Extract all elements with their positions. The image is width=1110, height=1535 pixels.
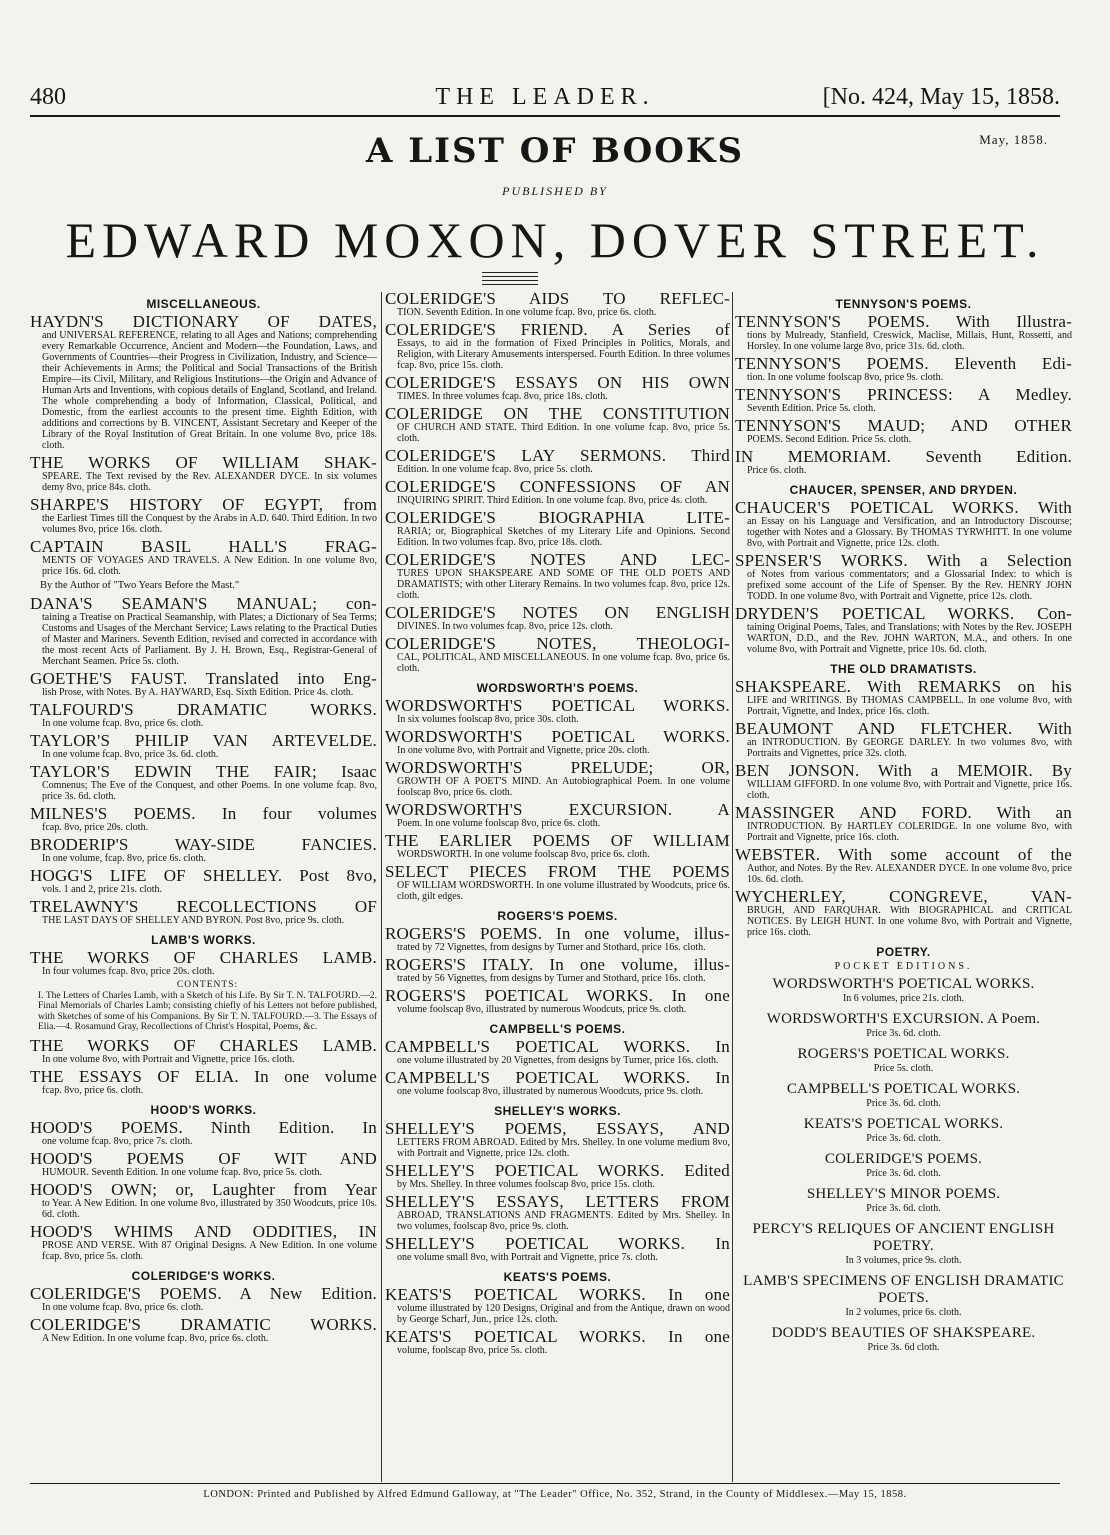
book-entry [385,551,730,601]
column-divider [381,292,382,1482]
book-title: KEATS'S POETICAL WORKS. In one [385,1285,730,1304]
book-entry [385,925,730,953]
book-title: COLERIDGE'S LAY SERMONS. Third [385,446,730,465]
book-description: INQUIRING SPIRIT. Third Edition. In one volume fcap. 8vo, price 4s. cloth. [397,495,708,506]
book-entry [30,595,377,667]
book-entry [385,321,730,371]
book-entry [735,762,1072,801]
book-title: HOOD'S WHIMS AND ODDITIES, IN [30,1221,377,1241]
book-description: Price 3s. 6d. cloth. [866,1168,941,1179]
book-entry [735,804,1072,843]
book-title: WORDSWORTH'S POETICAL WORKS. [385,696,730,715]
book-entry [385,509,730,548]
book-description: an Essay on his Language and Versification, and an Introductory Discourse; together with Notes and a Glossary. By THOMAS TYRWHITT. In one volume 8vo, with Portrait and Vignette, price 12s. cloth. [747,516,1072,549]
book-title: COLERIDGE ON THE CONSTITUTION [385,404,730,423]
book-description: In one volume fcap. 8vo, price 3s. 6d. cloth. [42,749,219,760]
book-description: BRUGH, AND FARQUHAR. With BIOGRAPHICAL and CRITICAL NOTICES. By LEIGH HUNT. In one volume 8vo, with Portrait and Vignette, price 16s. cloth. [747,905,1072,938]
book-entry [735,678,1072,717]
book-entry [385,1286,730,1325]
book-description: GROWTH OF A POET'S MIND. An Autobiographical Poem. In one volume foolscap 8vo, price 6s. cloth. [397,776,730,798]
book-title: WORDSWORTH'S POETICAL WORKS. [385,727,730,746]
book-title: CAMPBELL'S POETICAL WORKS. [786,1081,1021,1097]
book-title: MILNES'S POEMS. In four volumes [30,804,377,823]
book-title: COLERIDGE'S BIOGRAPHIA LITE- [385,508,730,527]
book-description: by Mrs. Shelley. In three volumes foolscap 8vo, price 15s. cloth. [397,1179,655,1190]
section-heading: LAMB'S WORKS. [151,933,256,947]
section-heading: WORDSWORTH'S POEMS. [476,681,639,695]
book-description: vols. 1 and 2, price 21s. cloth. [42,884,162,895]
book-title: CHAUCER'S POETICAL WORKS. With [735,498,1072,517]
book-entry [30,496,377,535]
book-entry [30,1068,377,1096]
book-title: SPENSER'S WORKS. With a Selection [735,551,1072,570]
book-description: WILLIAM GIFFORD. In one volume 8vo, with Portrait and Vignette, price 16s. cloth. [747,779,1072,801]
book-entry [735,448,1072,476]
section-heading: CHAUCER, SPENSER, AND DRYDEN. [789,483,1018,497]
book-entry [385,1162,730,1190]
book-description: of Notes from various commentators; and a Glossarial Index: to which is prefixed some account of the Life of Spenser. By the Rev. HENRY JOHN TODD. In one volume 8vo, with Portrait and Vignette, price 12s. cloth. [747,569,1072,602]
book-description: In one volume fcap. 8vo, price 6s. cloth. [42,718,204,729]
book-description: In 6 volumes, price 21s. cloth. [842,993,965,1004]
book-entry [735,1116,1072,1144]
book-title: COLERIDGE'S POEMS. A New Edition. [30,1283,377,1303]
section-heading: CAMPBELL'S POEMS. [489,1022,626,1036]
book-description: Price 3s. 6d. cloth. [866,1133,941,1144]
book-entry [735,720,1072,759]
book-title: DRYDEN'S POETICAL WORKS. Con- [735,604,1072,623]
book-title: TENNYSON'S MAUD; AND OTHER [735,416,1072,435]
book-description: volume, foolscap 8vo, price 5s. cloth. [397,1345,548,1356]
list-date: May, 1858. [979,132,1048,147]
book-entry [385,801,730,829]
section-heading: COLERIDGE'S WORKS. [131,1268,276,1283]
book-description: to Year. A New Edition. In one volume 8vo, illustrated by 350 Woodcuts, price 10s. 6d. cloth. [42,1197,377,1220]
book-description: In one volume fcap. 8vo, price 6s. cloth. [42,1301,204,1313]
book-description: SPEARE. The Text revised by the Rev. ALEXANDER DYCE. In six volumes demy 8vo, price 84s. cloth. [42,471,377,493]
book-title: WORDSWORTH'S EXCURSION. A Poem. [766,1011,1041,1027]
book-title: LAMB'S SPECIMENS OF ENGLISH DRAMATIC POETS. [743,1273,1064,1306]
book-title: TAYLOR'S PHILIP VAN ARTEVELDE. [30,731,377,750]
book-entry [30,1150,377,1178]
book-title: ROGERS'S POETICAL WORKS. In one [385,986,730,1005]
book-description: OF WILLIAM WORDSWORTH. In one volume illustrated by Woodcuts, price 6s. cloth, gilt edges. [397,880,730,902]
column-middle [385,290,730,1480]
book-entry [30,805,377,833]
book-title: WYCHERLEY, CONGREVE, VAN- [735,887,1072,906]
book-description: CAL, POLITICAL, AND MISCELLANEOUS. In one volume fcap. 8vo, price 6s. cloth. [397,652,730,674]
book-entry [735,499,1072,549]
book-description: In four volumes fcap. 8vo, price 20s. cloth. [42,966,215,977]
book-description: RARIA; or, Biographical Sketches of my Literary Life and Opinions. Second Edition. In two volumes fcap. 8vo, price 18s. cloth. [397,526,730,548]
book-description: PROSE AND VERSE. With 87 Original Designs. A New Edition. In one volume fcap. 8vo, price 5s. cloth. [42,1239,377,1262]
book-entry [385,832,730,860]
book-title: TENNYSON'S POEMS. With Illustra- [735,312,1072,331]
book-title: BRODERIP'S WAY-SIDE FANCIES. [30,835,377,854]
header-rule [30,115,1060,117]
book-description: INTRODUCTION. By HARTLEY COLERIDGE. In one volume 8vo, with Portrait and Vignette, price 16s. cloth. [747,821,1072,843]
book-title: SHARPE'S HISTORY OF EGYPT, from [30,495,377,514]
book-title: GOETHE'S FAUST. Translated into Eng- [30,669,377,688]
book-description: taining Original Poems, Tales, and Translations; with Notes by the Rev. JOSEPH WARTON, D.D., and the Rev. JOHN WARTON, M.A., and others. In one volume 8vo, with Portrait and Vignette, price 10s. 6d. cloth. [747,622,1072,655]
book-title: SHELLEY'S POEMS, ESSAYS, AND [385,1119,730,1138]
book-title: WEBSTER. With some account of the [735,845,1072,864]
book-title: ROGERS'S ITALY. In one volume, illus- [385,955,730,974]
book-entry [735,417,1072,445]
book-description: WORDSWORTH. In one volume foolscap 8vo, price 6s. cloth. [397,849,650,860]
book-title: MASSINGER AND FORD. With an [735,803,1072,822]
book-description: In 3 volumes, price 9s. cloth. [845,1255,962,1266]
book-title: WORDSWORTH'S PRELUDE; OR, [385,758,730,777]
contents-text: I. The Letters of Charles Lamb, with a Sketch of his Life. By Sir T. N. TALFOURD.—2. Final Memorials of Charles Lamb; consisting chiefly of his Letters not before published, with Sketches of some of his Companions. By Sir T. N. TALFOURD.—3. The Essays of Elia.—4. Rosamund Gray, Recollections of Christ's Hospital, Poems, &c. [38,990,377,1032]
book-entry [385,604,730,632]
book-description: POEMS. Second Edition. Price 5s. cloth. [747,434,912,445]
book-title: HOOD'S POEMS. Ninth Edition. In [30,1117,377,1137]
book-description: trated by 72 Vignettes, from designs by Turner and Stothard, price 16s. cloth. [397,942,706,953]
book-title: TENNYSON'S POEMS. Eleventh Edi- [735,354,1072,373]
author-note: By the Author of "Two Years Before the Mast." [40,580,240,591]
book-description: tion. In one volume foolscap 8vo, price 9s. cloth. [747,372,944,383]
book-description: MENTS OF VOYAGES AND TRAVELS. A New Edition. In one volume 8vo, price 16s. 6d. cloth. [42,555,377,577]
book-description: In 2 volumes, price 6s. cloth. [845,1307,962,1318]
book-title: COLERIDGE'S CONFESSIONS OF AN [385,477,730,496]
book-description: TION. Seventh Edition. In one volume fcap. 8vo, price 6s. cloth. [397,307,657,318]
book-entry [385,987,730,1015]
book-title: COLERIDGE'S ESSAYS ON HIS OWN [385,373,730,392]
book-description: one volume fcap. 8vo, price 7s. cloth. [42,1135,193,1147]
section-heading: SHELLEY'S WORKS. [494,1104,621,1118]
section-heading: HOOD'S WORKS. [150,1102,257,1117]
book-description: an INTRODUCTION. By GEORGE DARLEY. In two volumes 8vo, with Portraits and Vignettes, price 32s. cloth. [747,737,1072,759]
book-description: Price 3s. 6d. cloth. [866,1098,941,1109]
book-description: lish Prose, with Notes. By A. HAYWARD, Esq. Sixth Edition. Price 4s. cloth. [42,687,354,698]
book-title: KEATS'S POETICAL WORKS. In one [385,1327,730,1346]
book-entry [385,697,730,725]
book-description: Essays, to aid in the formation of Fixed Principles in Politics, Morals, and Religion, with Literary Amusements interspersed. Fourth Edition. In three volumes fcap. 8vo, price 15s. cloth. [397,338,730,371]
book-entry [735,1186,1072,1214]
book-title: BEN JONSON. With a MEMOIR. By [735,761,1072,780]
book-title: TAYLOR'S EDWIN THE FAIR; Isaac [30,762,377,781]
ornament-rule [482,280,538,285]
book-title: DODD'S BEAUTIES OF SHAKSPEARE. [771,1325,1036,1341]
list-title: A LIST OF BOOKS [365,131,745,171]
book-entry [30,898,377,926]
book-title: CAPTAIN BASIL HALL'S FRAG- [30,537,377,556]
column-right [735,290,1072,1480]
section-heading: TENNYSON'S POEMS. [835,297,972,311]
book-description: In six volumes foolscap 8vo, price 30s. cloth. [397,714,579,725]
published-by: PUBLISHED BY [502,184,608,198]
book-title: PERCY'S RELIQUES OF ANCIENT ENGLISH POETRY. [752,1221,1055,1254]
section-heading: ROGERS'S POEMS. [497,909,618,923]
book-entry [30,949,377,977]
book-entry [30,867,377,895]
book-entry [385,759,730,798]
book-title: THE ESSAYS OF ELIA. In one volume [30,1066,377,1086]
book-entry [735,1273,1072,1318]
column-divider [732,292,733,1482]
book-title: HOGG'S LIFE OF SHELLEY. Post 8vo, [30,866,377,885]
book-title: HAYDN'S DICTIONARY OF DATES, [30,312,377,331]
section-heading: THE OLD DRAMATISTS. [830,662,977,676]
printer-imprint: LONDON: Printed and Published by Alfred Edmund Galloway, at "The Leader" Office, No. 352, Strand, in the County of Middlesex.—May 15, 1858. [203,1489,907,1500]
book-entry [385,1235,730,1263]
book-entry [735,386,1072,414]
book-description: fcap. 8vo, price 6s. cloth. [42,1084,144,1096]
book-description: HUMOUR. Seventh Edition. In one volume fcap. 8vo, price 5s. cloth. [42,1166,322,1178]
book-title: TENNYSON'S PRINCESS: A Medley. [735,385,1072,404]
book-title: CAMPBELL'S POETICAL WORKS. In [385,1068,730,1087]
book-entry [30,1316,377,1344]
book-entry [385,728,730,756]
book-description: In one volume 8vo, with Portrait and Vignette, price 20s. cloth. [397,745,650,756]
book-entry [385,863,730,902]
book-entry [385,635,730,674]
book-entry [30,670,377,698]
book-title: CAMPBELL'S POETICAL WORKS. In [385,1037,730,1056]
book-title: THE WORKS OF WILLIAM SHAK- [30,453,377,472]
book-description: volume illustrated by 120 Designs, Original and from the Antique, drawn on wood by George Scharf, Jun., price 12s. cloth. [397,1303,730,1325]
book-entry [385,1038,730,1066]
newspaper-title: THE LEADER. [435,84,655,110]
book-description: A New Edition. In one volume fcap. 8vo, price 6s. cloth. [42,1332,269,1344]
book-description: DIVINES. In two volumes fcap. 8vo, price 12s. cloth. [397,621,613,632]
book-entry [385,1120,730,1159]
book-entry [385,956,730,984]
section-heading: MISCELLANEOUS. [146,297,261,311]
book-entry [30,836,377,864]
book-entry [735,1046,1072,1074]
book-title: COLERIDGE'S POEMS. [824,1151,983,1167]
book-title: SHELLEY'S ESSAYS, LETTERS FROM [385,1192,730,1211]
book-title: THE WORKS OF CHARLES LAMB. [30,948,377,967]
book-title: TALFOURD'S DRAMATIC WORKS. [30,700,377,719]
book-title: WORDSWORTH'S POETICAL WORKS. [772,976,1035,992]
book-description: ABROAD, TRANSLATIONS AND FRAGMENTS. Edited by Mrs. Shelley. In two volumes, foolscap 8vo, price 9s. cloth. [397,1210,730,1232]
book-entry [735,1221,1072,1266]
contents-heading: CONTENTS: [176,980,239,990]
book-title: WORDSWORTH'S EXCURSION. A [385,800,730,819]
book-description: TIMES. In three volumes fcap. 8vo, price 18s. cloth. [397,391,608,402]
book-description: taining a Treatise on Practical Seamanship, with Plates; a Dictionary of Sea Terms; Customs and Usages of the Merchant Service; Laws relating to the Practical Duties of Master and Mariners. Seventh Edition, revised and corrected in accordance with the most recent Acts of Parliament. By J. H. Brown, Esq., Registrar-General of Merchant Seamen. Price 5s. cloth. [42,612,377,667]
book-entry [30,454,377,493]
book-entry [30,1223,377,1262]
book-title: COLERIDGE'S DRAMATIC WORKS. [30,1314,377,1334]
book-title: SHELLEY'S MINOR POEMS. [806,1186,1001,1202]
contents-list [30,980,377,1033]
book-title: IN MEMORIAM. Seventh Edition. [735,447,1072,466]
book-description: Poem. In one volume foolscap 8vo, price 6s. cloth. [397,818,601,829]
book-entry [385,1193,730,1232]
book-description: one volume foolscap 8vo, illustrated by numerous Woodcuts, price 9s. cloth. [397,1086,704,1097]
book-title: ROGERS'S POEMS. In one volume, illus- [385,924,730,943]
book-entry [735,846,1072,885]
book-entry [385,290,730,318]
book-description: one volume illustrated by 20 Vignettes, from designs by Turner, price 16s. cloth. [397,1055,719,1066]
book-description: volume foolscap 8vo, illustrated by numerous Woodcuts, price 9s. cloth. [397,1004,687,1015]
book-entry [735,605,1072,655]
book-entry [735,552,1072,602]
book-title: COLERIDGE'S NOTES ON ENGLISH [385,603,730,622]
book-description: and UNIVERSAL REFERENCE, relating to all Ages and Nations; comprehending every Remarkable Occurrence, Ancient and Modern—the Foundation, Laws, and Governments of Countries—their Progress in Civilization, Industry, and Science—their Achievements in Arms; the Political and Social Transactions of the British Empire—its Civil, Military, and Religious Institutions—the Origin and Advance of Human Arts and Inventions, with copious details of England, Scotland, and Ireland. The whole comprehending a body of Information, Classical, Political, and Domestic, from the earliest accounts to the present time. Eighth Edition, with additions and corrections by B. VINCENT, Assistant Secretary and Keeper of the Library of the Royal Institution of Great Britain. In one volume 8vo, price 18s. cloth. [42,330,377,451]
publisher-name: EDWARD MOXON, DOVER STREET. [65,212,1045,268]
book-description: one volume small 8vo, with Portrait and Vignette, price 7s. cloth. [397,1252,658,1263]
book-entry [735,1325,1072,1353]
book-description: THE LAST DAYS OF SHELLEY AND BYRON. Post 8vo, price 9s. cloth. [42,915,345,926]
book-description: trated by 56 Vignettes, from designs by Turner and Stothard, price 16s. cloth. [397,973,706,984]
book-description: Seventh Edition. Price 5s. cloth. [747,403,876,414]
book-description: Price 3s. 6d cloth. [867,1342,940,1353]
book-title: THE WORKS OF CHARLES LAMB. [30,1035,377,1055]
book-title: COLERIDGE'S NOTES, THEOLOGI- [385,634,730,653]
book-entry [385,1328,730,1356]
book-title: COLERIDGE'S FRIEND. A Series of [385,320,730,339]
book-title: SHELLEY'S POETICAL WORKS. Edited [385,1161,730,1180]
book-description: fcap. 8vo, price 20s. cloth. [42,822,149,833]
book-entry [30,538,377,577]
section-subheading: POCKET EDITIONS. [834,961,973,972]
book-description: LETTERS FROM ABROAD. Edited by Mrs. Shelley. In one volume medium 8vo, with Portrait and Vignette, price 12s. cloth. [397,1137,730,1159]
book-title: KEATS'S POETICAL WORKS. [803,1116,1004,1132]
book-title: ROGERS'S POETICAL WORKS. [797,1046,1010,1062]
book-entry [30,732,377,760]
book-entry [30,1181,377,1220]
book-description: Price 6s. cloth. [747,465,807,476]
book-description: LIFE and WRITINGS. By THOMAS CAMPBELL. In one volume 8vo, with Portrait, Vignette, and Index, price 16s. cloth. [747,695,1072,717]
book-entry [30,1037,377,1065]
book-entry [735,313,1072,352]
book-title: COLERIDGE'S NOTES AND LEC- [385,550,730,569]
running-header [30,84,1060,114]
book-entry [30,763,377,802]
book-entry [30,313,377,451]
book-title: SELECT PIECES FROM THE POEMS [385,862,730,881]
page-number: 480 [30,84,66,110]
book-title: COLERIDGE'S AIDS TO REFLEC- [385,290,730,308]
book-title: SHELLEY'S POETICAL WORKS. In [385,1234,730,1253]
book-entry [385,478,730,506]
section-heading: KEATS'S POEMS. [503,1270,612,1284]
book-title: TRELAWNY'S RECOLLECTIONS OF [30,897,377,916]
book-entry [385,374,730,402]
book-title: THE EARLIER POEMS OF WILLIAM [385,831,730,850]
book-title: HOOD'S OWN; or, Laughter from Year [30,1179,377,1199]
book-description: tions by Mulready, Stanfield, Creswick, Maclise, Millais, Hunt, Rossetti, and Horsley. In one volume large 8vo, price 31s. 6d. cloth. [747,330,1072,352]
book-description: In one volume 8vo, with Portrait and Vignette, price 16s. cloth. [42,1053,295,1065]
book-entry [385,1069,730,1097]
book-description: the Earliest Times till the Conquest by the Arabs in A.D. 640. Third Edition. In two volumes 8vo, price 16s. cloth. [42,513,377,535]
book-description: Author, and Notes. By the Rev. ALEXANDER DYCE. In one volume 8vo, price 10s. 6d. cloth. [747,863,1072,885]
book-entry [30,701,377,729]
footer-rule [30,1483,1060,1484]
book-description: Comnenus; The Eve of the Conquest, and other Poems. In one volume fcap. 8vo, price 3s. 6d. cloth. [42,780,377,802]
book-title: DANA'S SEAMAN'S MANUAL; con- [30,594,377,613]
book-entry [735,1151,1072,1179]
book-entry [735,888,1072,938]
column-left [30,290,377,1480]
book-entry [30,1119,377,1147]
section-heading: POETRY. [876,945,931,959]
issue-info: [No. 424, May 15, 1858. [822,84,1060,110]
book-entry [735,1081,1072,1109]
book-description: TURES UPON SHAKSPEARE AND SOME OF THE OLD POETS AND DRAMATISTS; with other Literary Remains. In two volumes fcap. 8vo, price 12s. cloth. [397,568,730,601]
book-entry [735,1011,1072,1039]
book-entry [385,447,730,475]
book-description: In one volume, fcap. 8vo, price 6s. cloth. [42,853,206,864]
book-description: Price 5s. cloth. [873,1063,934,1074]
book-title: SHAKSPEARE. With REMARKS on his [735,677,1072,696]
book-entry [385,405,730,444]
book-description: Edition. In one volume fcap. 8vo, price 5s. cloth. [397,464,593,475]
book-entry [735,976,1072,1004]
book-description: OF CHURCH AND STATE. Third Edition. In one volume fcap. 8vo, price 5s. cloth. [397,422,730,444]
book-description: Price 3s. 6d. cloth. [866,1028,941,1039]
book-title: BEAUMONT AND FLETCHER. With [735,719,1072,738]
book-entry [30,1285,377,1313]
book-title: HOOD'S POEMS OF WIT AND [30,1148,377,1168]
ornament-rule [482,272,538,277]
book-description: Price 3s. 6d. cloth. [866,1203,941,1214]
book-entry [735,355,1072,383]
